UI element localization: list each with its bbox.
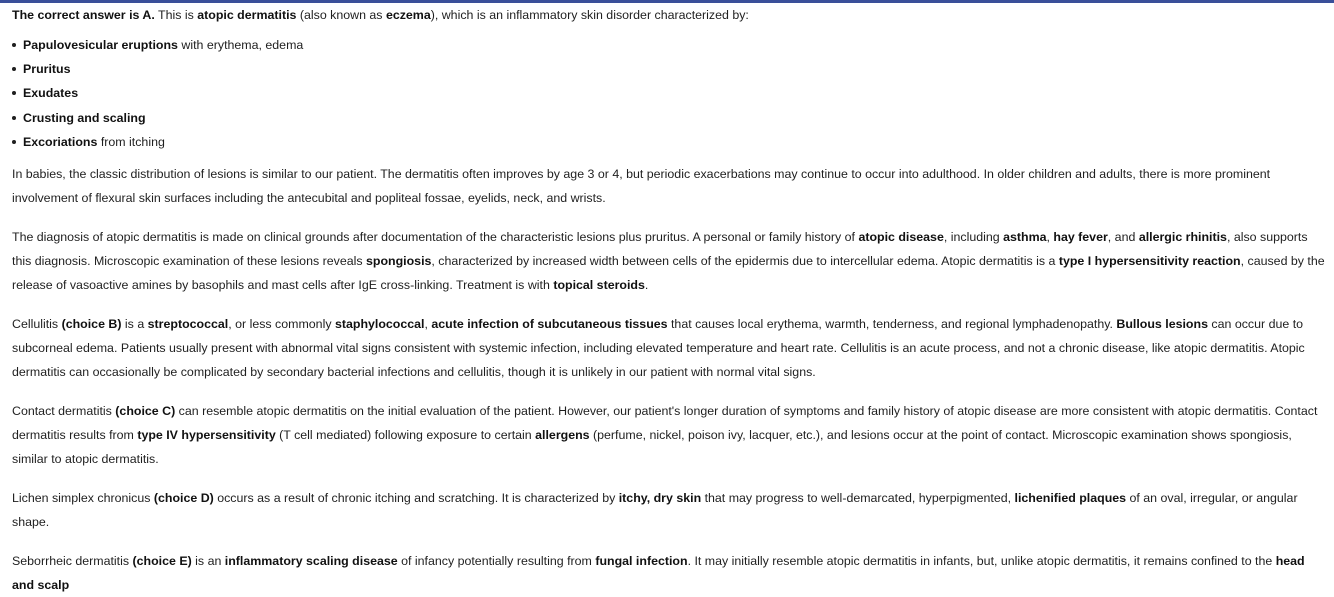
text-run: , [1046,230,1054,245]
text-run: of infancy potentially resulting from [397,554,596,569]
bold-text: topical steroids [553,278,645,293]
paragraph-diagnosis [12,225,1330,297]
text-run: In babies, the classic distribution of lesions is similar to our patient. The dermatitis often improves by age 3 or 4, but periodic exacerbations may continue to occur into adulthood. In older children and adults, there is more prominent involvement of flexural skin surfaces including the antecubital and popliteal fossae, eyelids, neck, and wrists. [12,167,1271,206]
text-run: (also known as [296,8,386,22]
bold-text: hay fever [1053,230,1108,245]
text-run: Cellulitis [12,317,62,332]
bold-text: (choice B) [61,317,122,332]
bold-text: acute infection of subcutaneous tissues [431,317,668,332]
bold-text: Papulovesicular eruptions [23,38,178,52]
text-run: that may progress to well-demarcated, hyperpigmented, [701,491,1015,506]
bold-text: allergens [535,428,590,443]
list-item [12,130,1330,154]
bold-text: (choice C) [115,404,176,419]
bold-text: (choice E) [132,554,192,569]
text-run: from itching [97,134,165,149]
text-run: . [644,278,649,293]
bold-text: fungal infection [595,554,688,569]
bold-text: asthma [1003,230,1047,245]
text-run: of an oval, irregular, or angular shape. [12,491,1298,530]
text-run: The diagnosis of atopic dermatitis is made on clinical grounds after documentation of the characteristic lesions plus pruritus. A personal or family history of [12,230,859,245]
text-run: This is [154,8,198,22]
bold-text: staphylococcal [334,317,425,332]
bold-text: lichenified plaques [1014,491,1127,506]
text-run: , characterized by increased width between cells of the epidermis due to intercellular edema. Atopic dermatitis is a [431,254,1059,269]
bold-text: allergic rhinitis [1138,230,1227,245]
text-run: can occur due to subcorneal edema. Patients usually present with abnormal vital signs consistent with systemic infection, including elevated temperature and heart rate. Cellulitis is an acute process, and not a chronic disease, like atopic dermatitis. Atopic dermatitis can occasionally be complicated by secondary bacterial infections and cellulitis, though it is unlikely in our patient with normal vital signs. [12,317,1305,380]
bold-text: atopic disease [858,230,944,245]
list-item [12,57,1330,81]
text-run: , [424,317,432,332]
bold-text: atopic dermatitis [197,8,297,22]
paragraph-choice-c-contact-dermatitis [12,399,1330,471]
text-run: Seborrheic dermatitis [12,554,133,569]
text-run: Lichen simplex chronicus [12,491,154,506]
paragraph-choice-d-lichen-simplex [12,486,1330,534]
bold-text: Crusting and scaling [23,110,146,125]
bold-text: type I hypersensitivity reaction [1058,254,1241,269]
bold-text: Excoriations [23,134,98,149]
text-run: with erythema, edema [177,38,304,52]
bold-text: inflammatory scaling disease [224,554,398,569]
explanation-content [12,3,1330,597]
text-run: occurs as a result of chronic itching and scratching. It is characterized by [213,491,619,506]
bold-text: type IV hypersensitivity [137,428,276,443]
text-run: is an [191,554,225,569]
bold-text: Exudates [23,86,79,101]
list-item [12,33,1330,57]
characteristics-list [12,33,1330,154]
text-run: . It may initially resemble atopic dermatitis in infants, but, unlike atopic dermatitis, it remains confined to the [687,554,1276,569]
paragraph-distribution [12,162,1330,210]
text-run: (perfume, nickel, poison ivy, lacquer, etc.), and lesions occur at the point of contact. Microscopic examination shows spongiosis, similar to atopic dermatitis. [12,428,1292,467]
bold-text: The correct answer is A. [12,8,155,22]
bold-text: (choice D) [153,491,214,506]
bold-text: itchy, dry skin [618,491,702,506]
bold-text: spongiosis [366,254,432,269]
answer-intro [12,3,1330,27]
list-item [12,106,1330,130]
bold-text: Pruritus [23,62,71,77]
text-run: , and [1107,230,1139,245]
text-run: , or less commonly [228,317,335,332]
text-run: (T cell mediated) following exposure to certain [275,428,536,443]
text-run: , including [943,230,1004,245]
text-run: , also supports this diagnosis. Microscopic examination of these lesions reveals [12,230,1308,269]
paragraph-choice-b-cellulitis [12,312,1330,384]
bold-text: streptococcal [147,317,229,332]
text-run: can resemble atopic dermatitis on the initial evaluation of the patient. However, our patient's longer duration of symptoms and family history of atopic disease are more consistent with atopic dermatitis. Contact dermatitis results from [12,404,1318,443]
paragraph-choice-e-seborrheic [12,549,1330,597]
text-run: is a [121,317,148,332]
text-run: that causes local erythema, warmth, tenderness, and regional lymphadenopathy. [667,317,1117,332]
bold-text: eczema [385,8,431,22]
text-run: ), which is an inflammatory skin disorder characterized by: [430,8,749,22]
bold-text: head and scalp [12,554,1305,593]
bold-text: Bullous lesions [1116,317,1208,332]
text-run: Contact dermatitis [12,404,116,419]
list-item [12,81,1330,105]
text-run: , caused by the release of vasoactive amines by basophils and mast cells after IgE cross-linking. Treatment is with [12,254,1325,293]
